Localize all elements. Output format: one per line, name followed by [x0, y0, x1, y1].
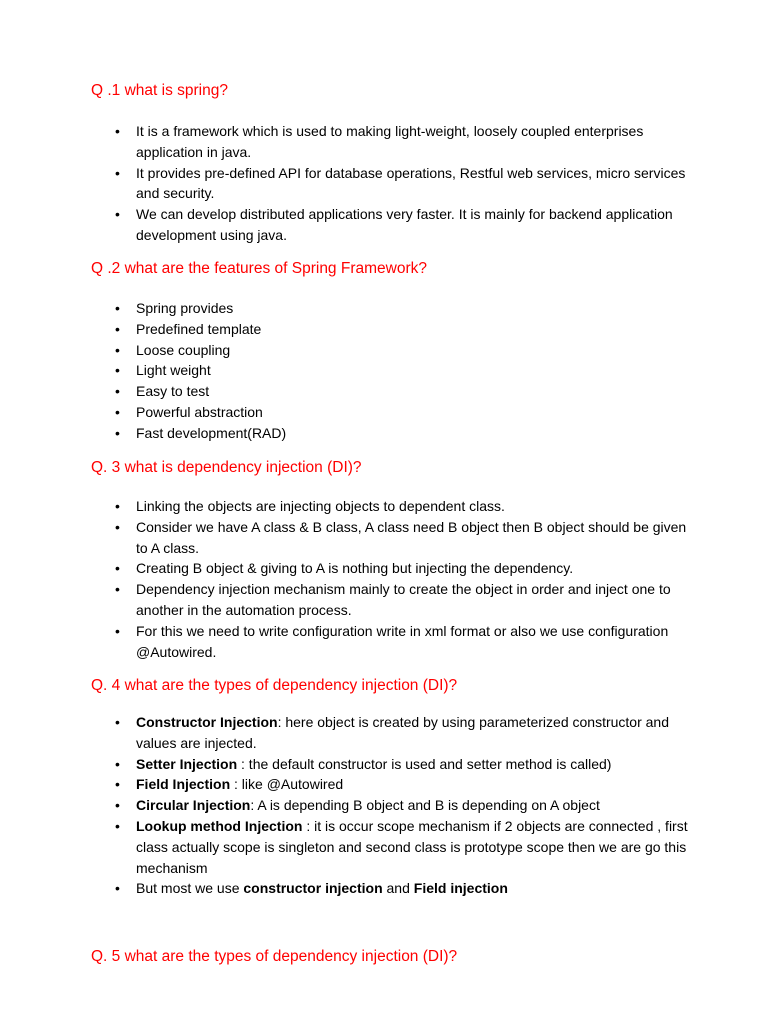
list-item [136, 712, 696, 754]
description: : A is depending B object and B is depending on A object [250, 797, 600, 814]
list-item: • For this we need to write configuration write in xml format or also we use configuration @Autowired. [136, 621, 696, 663]
description: and [382, 880, 414, 897]
list-item: • It is a framework which is used to making light-weight, loosely coupled enterprises application in java. [136, 121, 696, 163]
list-item: • It provides pre-defined API for database operations, Restful web services, micro services and security. [136, 163, 696, 205]
question-1-heading: Q .1 what is spring? [91, 82, 228, 99]
list-item [136, 795, 696, 816]
term: constructor injection [243, 880, 383, 897]
list-item: • Dependency injection mechanism mainly to create the object in order and inject one to another in the automation process. [136, 579, 696, 621]
description: : here object is created by using parameterized constructor and values are injected. [136, 714, 669, 751]
list-item [136, 754, 696, 775]
question-3-heading: Q. 3 what is dependency injection (DI)? [91, 459, 362, 476]
description: But most we use [136, 880, 244, 897]
term: Constructor Injection [136, 714, 278, 730]
list-item: • Predefined template [136, 319, 696, 340]
question-1-list [136, 121, 696, 246]
description: : it is occur scope mechanism if 2 objects are connected , first class actually scope is singleton and second class is prototype scope then we are go this mechanism [136, 817, 688, 876]
term: Field Injection [136, 776, 231, 793]
list-item: • Linking the objects are injecting objects to dependent class. [136, 496, 696, 517]
question-2-list [136, 298, 696, 444]
list-item: • Fast development(RAD) [136, 423, 696, 444]
term: Field injection [413, 880, 508, 897]
term: Lookup method Injection [136, 817, 303, 834]
list-item [136, 816, 696, 878]
term: Circular Injection [136, 797, 251, 814]
question-5-heading: Q. 5 what are the types of dependency injection (DI)? [91, 948, 458, 965]
list-item: • Powerful abstraction [136, 402, 696, 423]
list-item: • Spring provides [136, 298, 696, 319]
list-item: • Light weight [136, 360, 696, 381]
description: : like @Autowired [230, 776, 344, 793]
question-4-list [136, 712, 696, 899]
term: Setter Injection [136, 755, 238, 772]
question-4-heading: Q. 4 what are the types of dependency injection (DI)? [91, 677, 458, 694]
list-item: • Loose coupling [136, 340, 696, 361]
list-item: • Easy to test [136, 381, 696, 402]
list-item [136, 774, 696, 795]
description: : the default constructor is used and setter method is called) [237, 755, 612, 772]
list-item [136, 878, 696, 899]
list-item: • We can develop distributed applications very faster. It is mainly for backend application development using java. [136, 204, 696, 246]
question-3-list [136, 496, 696, 662]
question-2-heading: Q .2 what are the features of Spring Framework? [91, 260, 427, 277]
list-item: • Consider we have A class & B class, A class need B object then B object should be given to A class. [136, 517, 696, 559]
list-item: • Creating B object & giving to A is nothing but injecting the dependency. [136, 558, 696, 579]
